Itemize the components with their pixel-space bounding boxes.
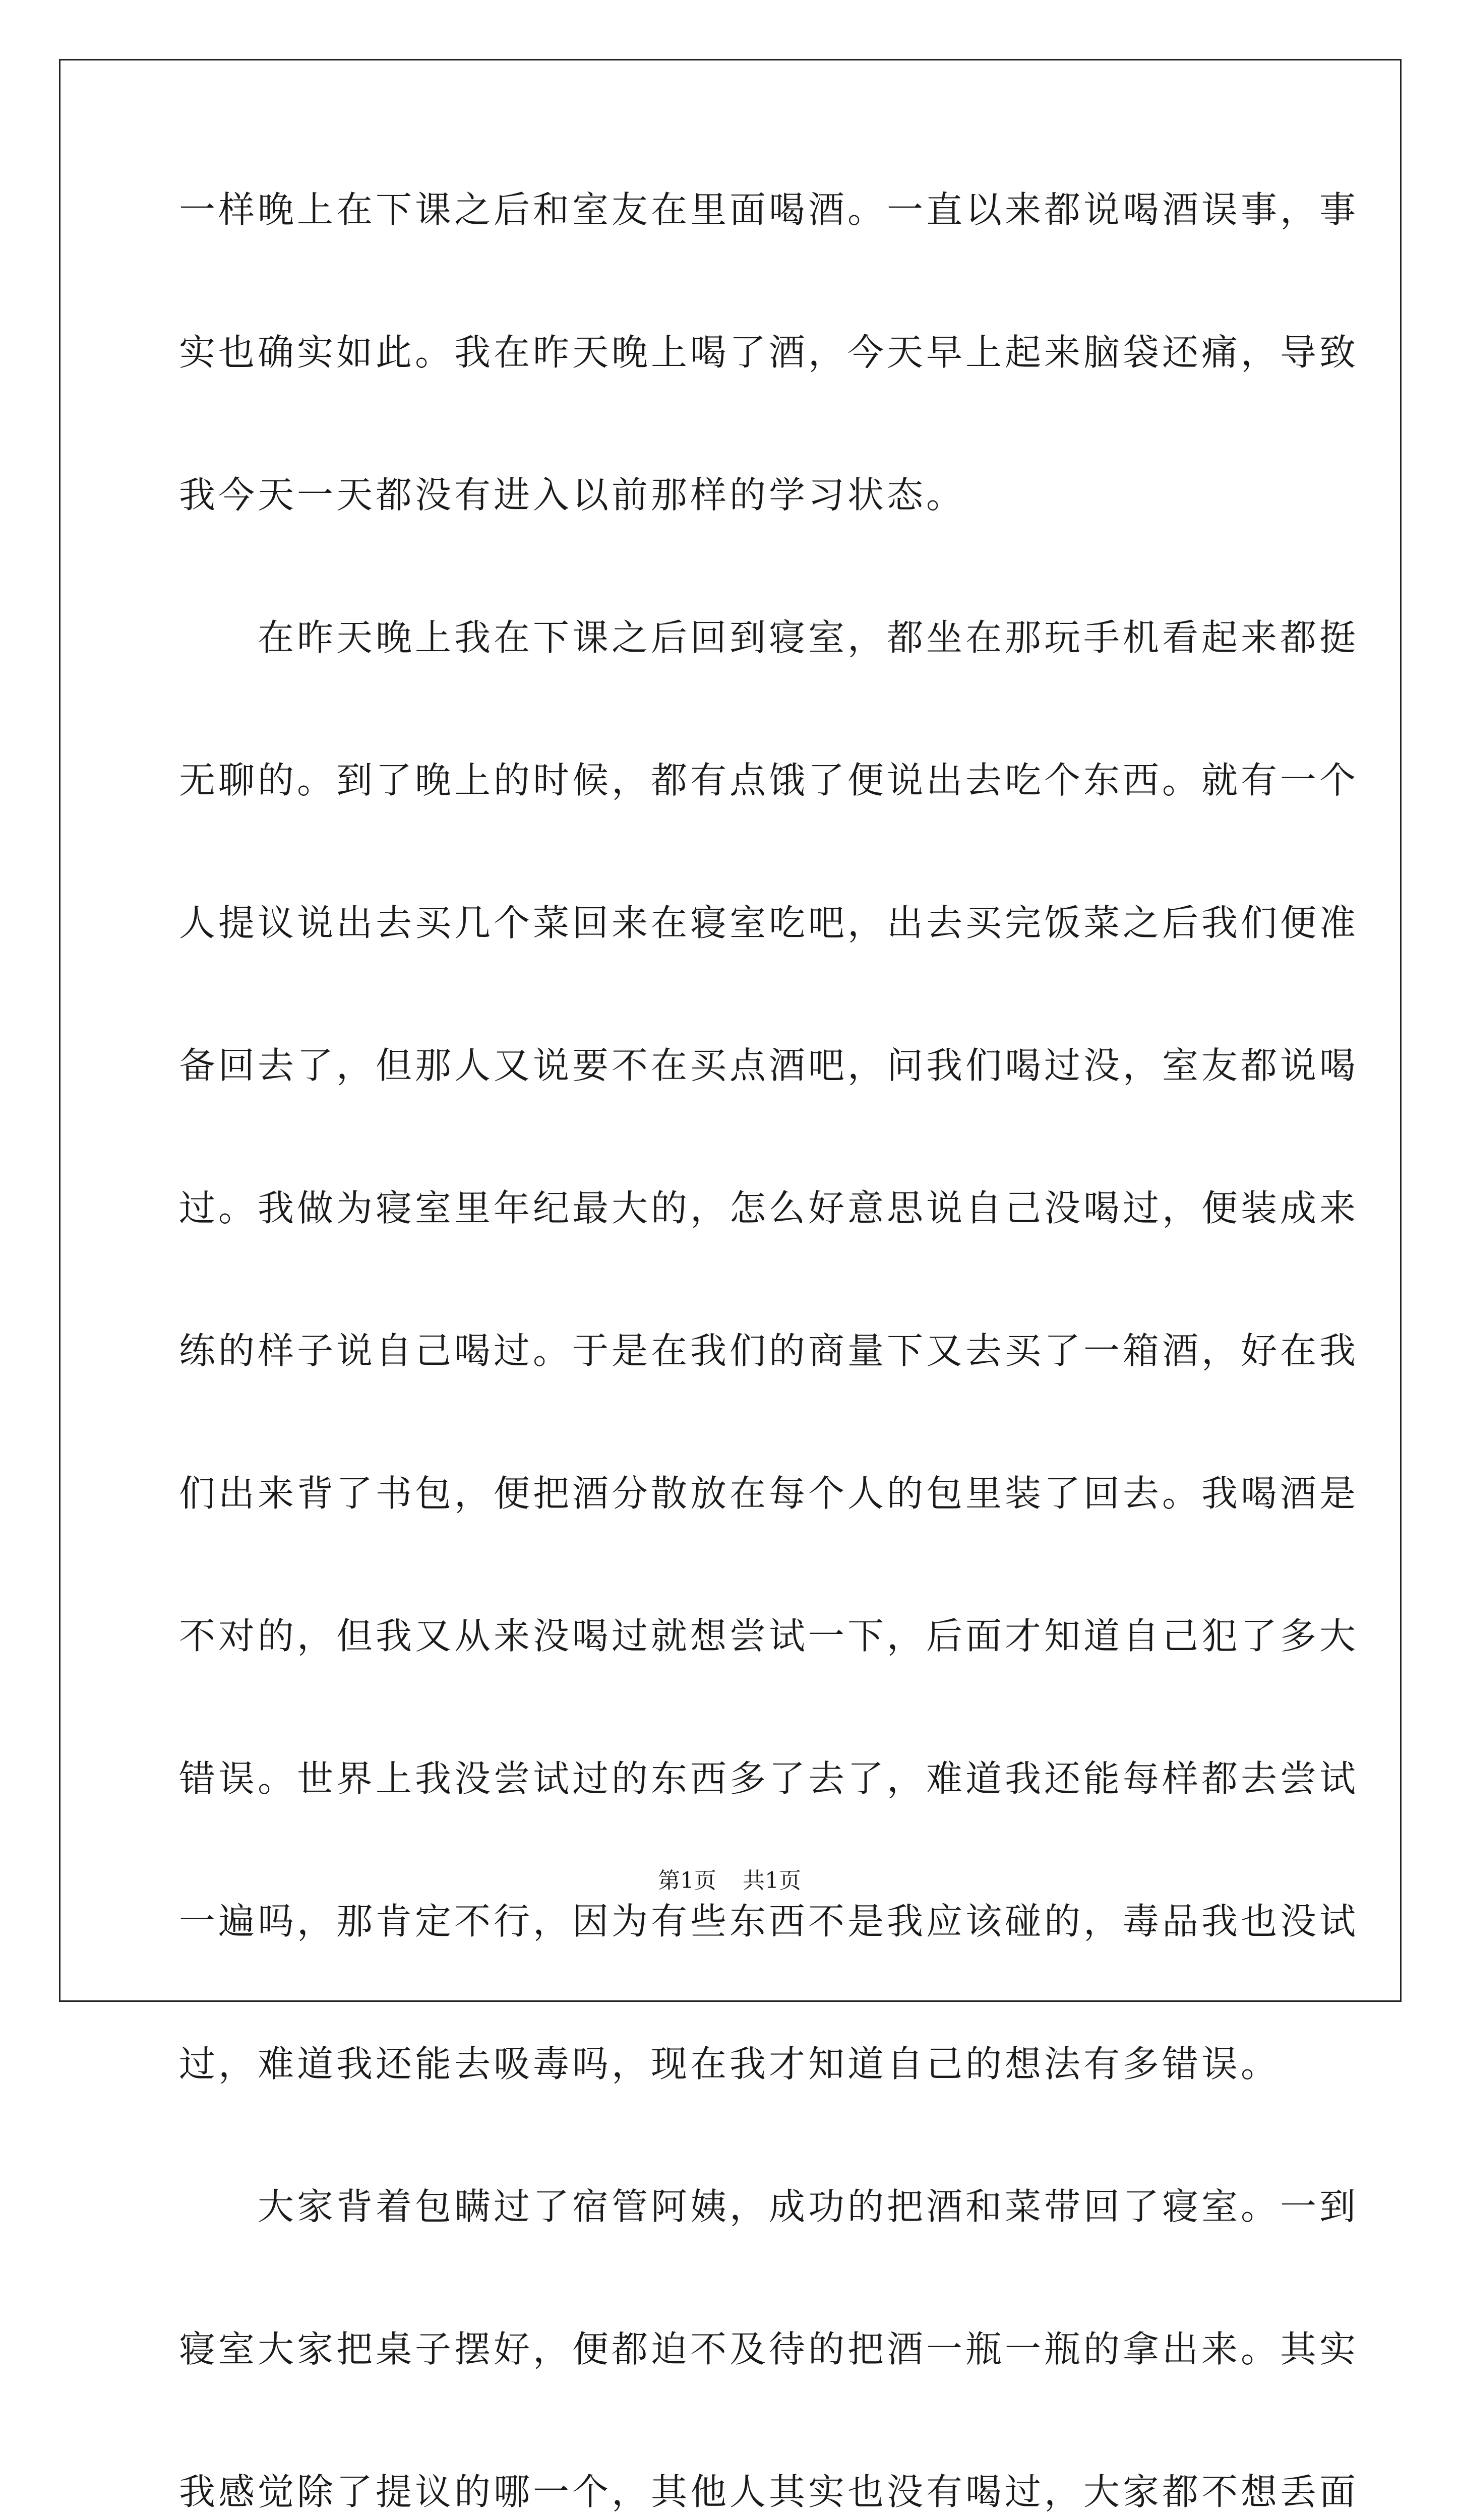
text-line: 人提议说出去买几个菜回来在寝室吃吧，出去买完饭菜之后我们便准	[179, 902, 1359, 944]
text-line: 在昨天晚上我在下课之后回到寝室，都坐在那玩手机看起来都挺	[179, 616, 1359, 659]
text-line: 过，难道我还能去吸毒吗，现在我才知道自己的想法有多错误。	[179, 2043, 1281, 2085]
body-text	[179, 188, 1359, 2520]
text-line: 不对的，但我又从来没喝过就想尝试一下，后面才知道自己犯了多大	[179, 1615, 1359, 1657]
total-pages: 共1页	[743, 1868, 801, 1894]
text-line: 错误。世界上我没尝试过的东西多了去了，难道我还能每样都去尝试	[179, 1757, 1359, 1800]
text-line: 寝室大家把桌子摆好，便都迫不及待的把酒一瓶一瓶的拿出来。其实	[179, 2328, 1359, 2370]
text-line: 备回去了，但那人又说要不在买点酒吧，问我们喝过没，室友都说喝	[179, 1044, 1359, 1087]
text-line: 一样晚上在下课之后和室友在里面喝酒。一直以来都说喝酒误事，事	[179, 188, 1359, 231]
text-line: 大家背着包瞒过了宿管阿姨，成功的把酒和菜带回了寝室。一到	[179, 2185, 1359, 2228]
text-line: 我感觉除了提议的哪一个，其他人其实也没有喝过，大家都不想丢面	[179, 2471, 1359, 2513]
text-line: 无聊的。到了晚上的时候，都有点饿了便说出去吃个东西。就有一个	[179, 759, 1359, 801]
text-line: 们出来背了书包，便把酒分散放在每个人的包里装了回去。我喝酒是	[179, 1472, 1359, 1515]
page-number: 第1页	[658, 1868, 716, 1894]
text-line: 练的样子说自己喝过。于是在我们的商量下又去买了一箱酒，好在我	[179, 1330, 1359, 1372]
text-line: 过。我做为寝室里年纪最大的，怎么好意思说自己没喝过，便装成来	[179, 1187, 1359, 1229]
text-line: 实也确实如此。我在昨天晚上喝了酒，今天早上起来脑袋还痛，导致	[179, 331, 1359, 373]
page-footer	[0, 1870, 1459, 1892]
text-line: 一遍吗，那肯定不行，因为有些东西不是我应该碰的，毒品我也没试	[179, 1900, 1359, 1942]
text-line: 我今天一天都没有进入以前那样的学习状态。	[179, 474, 966, 516]
